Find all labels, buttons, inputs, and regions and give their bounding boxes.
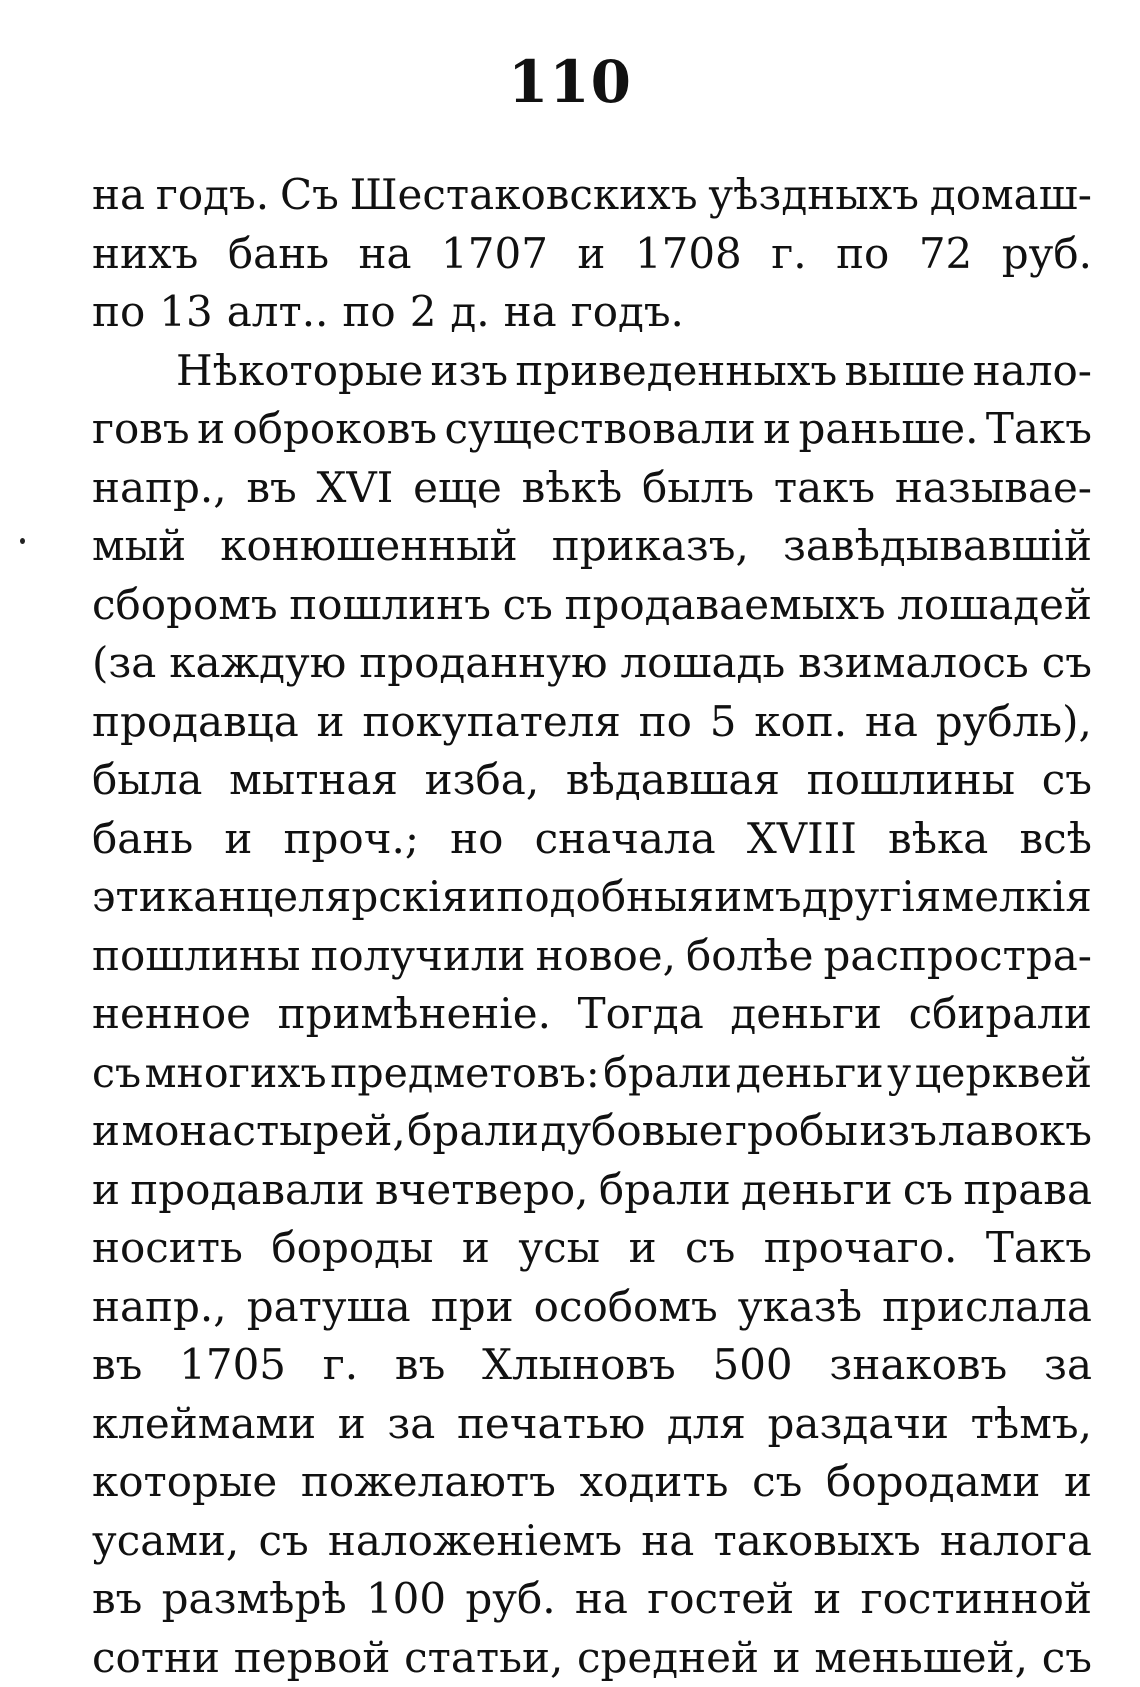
word: монастырей, [121, 1102, 405, 1161]
word: съ [1042, 634, 1092, 693]
word: многихъ [145, 1044, 327, 1103]
word: предметовъ: [330, 1044, 600, 1103]
word: другія [802, 868, 941, 927]
word: лавокъ [938, 1102, 1092, 1161]
text-line [92, 1570, 1092, 1629]
word: такъ [774, 459, 875, 518]
word: сотни [92, 1629, 220, 1687]
word: нихъ [92, 225, 198, 284]
word: новое, [536, 927, 676, 986]
text-line [92, 1629, 1092, 1687]
text-line [92, 1336, 1092, 1395]
word: гостей [647, 1570, 794, 1629]
word: сбирали [909, 985, 1092, 1044]
word: (за [92, 634, 156, 693]
word: 72 [919, 225, 972, 284]
word: въ [92, 1570, 142, 1629]
word: вѣдавшая [566, 751, 780, 810]
word: мытная [229, 751, 398, 810]
word: XVI [317, 459, 394, 518]
word: съ [503, 576, 553, 635]
word: налога [940, 1512, 1092, 1571]
word: и [1064, 1453, 1092, 1512]
word: 1705 [179, 1336, 286, 1395]
text-line [92, 225, 1092, 284]
text-line [92, 751, 1092, 810]
word: канцелярскія [167, 868, 468, 927]
text-line [92, 1278, 1092, 1337]
text-line [92, 1044, 1092, 1103]
word: покупателя [362, 693, 621, 752]
word: всѣ [1019, 810, 1092, 869]
word: продаваемыхъ [564, 576, 885, 635]
word: бородами [826, 1453, 1040, 1512]
word: по [342, 283, 395, 342]
word: и [92, 1161, 120, 1220]
word: и [468, 868, 496, 927]
word: прочаго. [764, 1219, 958, 1278]
word: гостинной [861, 1570, 1092, 1629]
word: указѣ [738, 1278, 862, 1337]
word: и [577, 225, 605, 284]
word: по [836, 225, 889, 284]
word: ненное [92, 985, 251, 1044]
word: раздачи [768, 1395, 950, 1454]
word: каждую [169, 634, 346, 693]
word: усами, [92, 1512, 239, 1571]
text-line [92, 634, 1092, 693]
word: г. [771, 225, 806, 284]
word: на [641, 1512, 694, 1571]
word: завѣдывавшій [783, 517, 1092, 576]
word: по [639, 693, 692, 752]
text-line [92, 1161, 1092, 1220]
text-line [92, 459, 1092, 518]
word: и [462, 1219, 490, 1278]
word: 5 [710, 693, 737, 752]
word: съ [685, 1219, 735, 1278]
word: въ [246, 459, 296, 518]
word: деньги [736, 1044, 884, 1103]
text-line [92, 576, 1092, 635]
text-line [92, 1512, 1092, 1571]
word: тѣмъ, [971, 1395, 1092, 1454]
word: деньги [730, 985, 882, 1044]
text-line [92, 1219, 1092, 1278]
text-line [92, 517, 1092, 576]
word: пошлины [92, 927, 300, 986]
text-line [92, 927, 1092, 986]
word: г. [323, 1336, 358, 1395]
word: существовали [445, 400, 756, 459]
page-number: 110 [0, 42, 1140, 122]
word: вѣкѣ [522, 459, 623, 518]
text-line [92, 283, 1092, 342]
word: болѣе [686, 927, 813, 986]
word: лошадь [620, 634, 785, 693]
word: за [387, 1395, 435, 1454]
word: сборомъ [92, 576, 278, 635]
word: приведенныхъ [515, 342, 837, 401]
word: съ [903, 1161, 953, 1220]
word: Шестаковскихъ [350, 166, 698, 225]
word: вѣка [888, 810, 988, 869]
word: получили [310, 927, 525, 986]
word: и [813, 1570, 841, 1629]
word: была [92, 751, 202, 810]
text-line [92, 400, 1092, 459]
word: вчетверо, [375, 1161, 589, 1220]
word: но [450, 810, 503, 869]
word: раньше. [798, 400, 978, 459]
word: изъ [430, 342, 508, 401]
word: клеймами [92, 1395, 316, 1454]
word: для [667, 1395, 746, 1454]
word: 100 [366, 1570, 446, 1629]
word: нало- [973, 342, 1092, 401]
word: и [338, 1395, 366, 1454]
word: съ [258, 1512, 308, 1571]
word: въ [92, 1336, 142, 1395]
word: лошадей [897, 576, 1092, 635]
word: напр., [92, 459, 227, 518]
word: продавца [92, 693, 299, 752]
word: на [575, 1570, 628, 1629]
margin-ink-speck [20, 538, 25, 544]
word: у [887, 1044, 911, 1103]
word: съ [1042, 1629, 1092, 1687]
word: и [763, 400, 791, 459]
word: подобныя [496, 868, 714, 927]
word: и [317, 693, 345, 752]
word: выше [845, 342, 966, 401]
text-line [92, 342, 1092, 401]
word: мелкія [942, 868, 1092, 927]
word: Такъ [986, 400, 1092, 459]
word: на [504, 283, 557, 342]
word: конюшенный [220, 517, 517, 576]
text-line [92, 166, 1092, 225]
word: печатью [457, 1395, 645, 1454]
word: оброковъ [232, 400, 437, 459]
word: коп. [754, 693, 847, 752]
word: Тогда [578, 985, 704, 1044]
word: съ [92, 1044, 141, 1103]
word: 500 [712, 1336, 792, 1395]
word: усы [518, 1219, 600, 1278]
word: права [963, 1161, 1092, 1220]
word: 1708 [635, 225, 742, 284]
word: и [224, 810, 252, 869]
word: дубовые [540, 1102, 723, 1161]
word: приказъ, [552, 517, 749, 576]
word: уѣздныхъ [708, 166, 919, 225]
word: имъ [714, 868, 801, 927]
word: д. [450, 283, 489, 342]
word: съ [1042, 751, 1092, 810]
word: ходить [580, 1453, 729, 1512]
text-line [92, 868, 1092, 927]
word: Съ [280, 166, 339, 225]
word: изъ [859, 1102, 937, 1161]
word: Нѣкоторые [176, 342, 423, 401]
text-line [92, 985, 1092, 1044]
word: говъ [92, 400, 190, 459]
word: и [197, 400, 225, 459]
word: изба, [425, 751, 540, 810]
text-line [92, 810, 1092, 869]
word: продавали [130, 1161, 364, 1220]
word: домаш- [930, 166, 1092, 225]
word: распростра- [823, 927, 1092, 986]
word: руб. [465, 1570, 555, 1629]
word: которые [92, 1453, 277, 1512]
text-line [92, 1395, 1092, 1454]
word: XVIII [747, 810, 857, 869]
word: бань [92, 810, 193, 869]
word: взималось [798, 634, 1029, 693]
word: таковыхъ [713, 1512, 920, 1571]
word: 1707 [441, 225, 548, 284]
word: средней [577, 1629, 759, 1687]
word: пожелаютъ [301, 1453, 556, 1512]
word: проч.; [284, 810, 419, 869]
word: напр., [92, 1278, 227, 1337]
word: годъ. [571, 283, 684, 342]
word: брали [603, 1044, 732, 1103]
word: размѣрѣ [162, 1570, 347, 1629]
word: меньшей, [814, 1629, 1028, 1687]
word: рубль), [936, 693, 1092, 752]
word: сначала [535, 810, 716, 869]
word: и [629, 1219, 657, 1278]
body-text [92, 166, 1092, 1687]
word: еще [413, 459, 502, 518]
word: особомъ [534, 1278, 718, 1337]
word: носить [92, 1219, 243, 1278]
word: на [865, 693, 918, 752]
word: при [431, 1278, 514, 1337]
word: гробы [725, 1102, 858, 1161]
word: первой [234, 1629, 391, 1687]
word: руб. [1002, 225, 1092, 284]
word: примѣненіе. [278, 985, 551, 1044]
word: брали [407, 1102, 539, 1161]
word: бороды [271, 1219, 433, 1278]
word: былъ [642, 459, 754, 518]
word: брали [599, 1161, 731, 1220]
text-line [92, 693, 1092, 752]
word: пошлинъ [289, 576, 491, 635]
word: наложеніемъ [328, 1512, 622, 1571]
word: прислала [882, 1278, 1092, 1337]
word: по [92, 283, 145, 342]
word: знаковъ [829, 1336, 1007, 1395]
text-line [92, 1102, 1092, 1161]
word: церквей [915, 1044, 1092, 1103]
word: алт.. [227, 283, 329, 342]
word: на [359, 225, 412, 284]
word: съ [752, 1453, 802, 1512]
word: эти [92, 868, 167, 927]
word: пошлины [807, 751, 1015, 810]
word: Хлыновъ [482, 1336, 676, 1395]
word: въ [395, 1336, 445, 1395]
word: ратуша [247, 1278, 411, 1337]
word: статьи, [404, 1629, 563, 1687]
text-line [92, 1453, 1092, 1512]
word: Такъ [986, 1219, 1092, 1278]
word: 13 [159, 283, 212, 342]
word: деньги [741, 1161, 893, 1220]
word: мый [92, 517, 186, 576]
word: на [92, 166, 145, 225]
word: и [92, 1102, 120, 1161]
word: 2 [410, 283, 437, 342]
word: и [773, 1629, 801, 1687]
word: бань [228, 225, 329, 284]
word: называе- [895, 459, 1092, 518]
word: за [1044, 1336, 1092, 1395]
word: годъ. [156, 166, 269, 225]
word: проданную [359, 634, 607, 693]
